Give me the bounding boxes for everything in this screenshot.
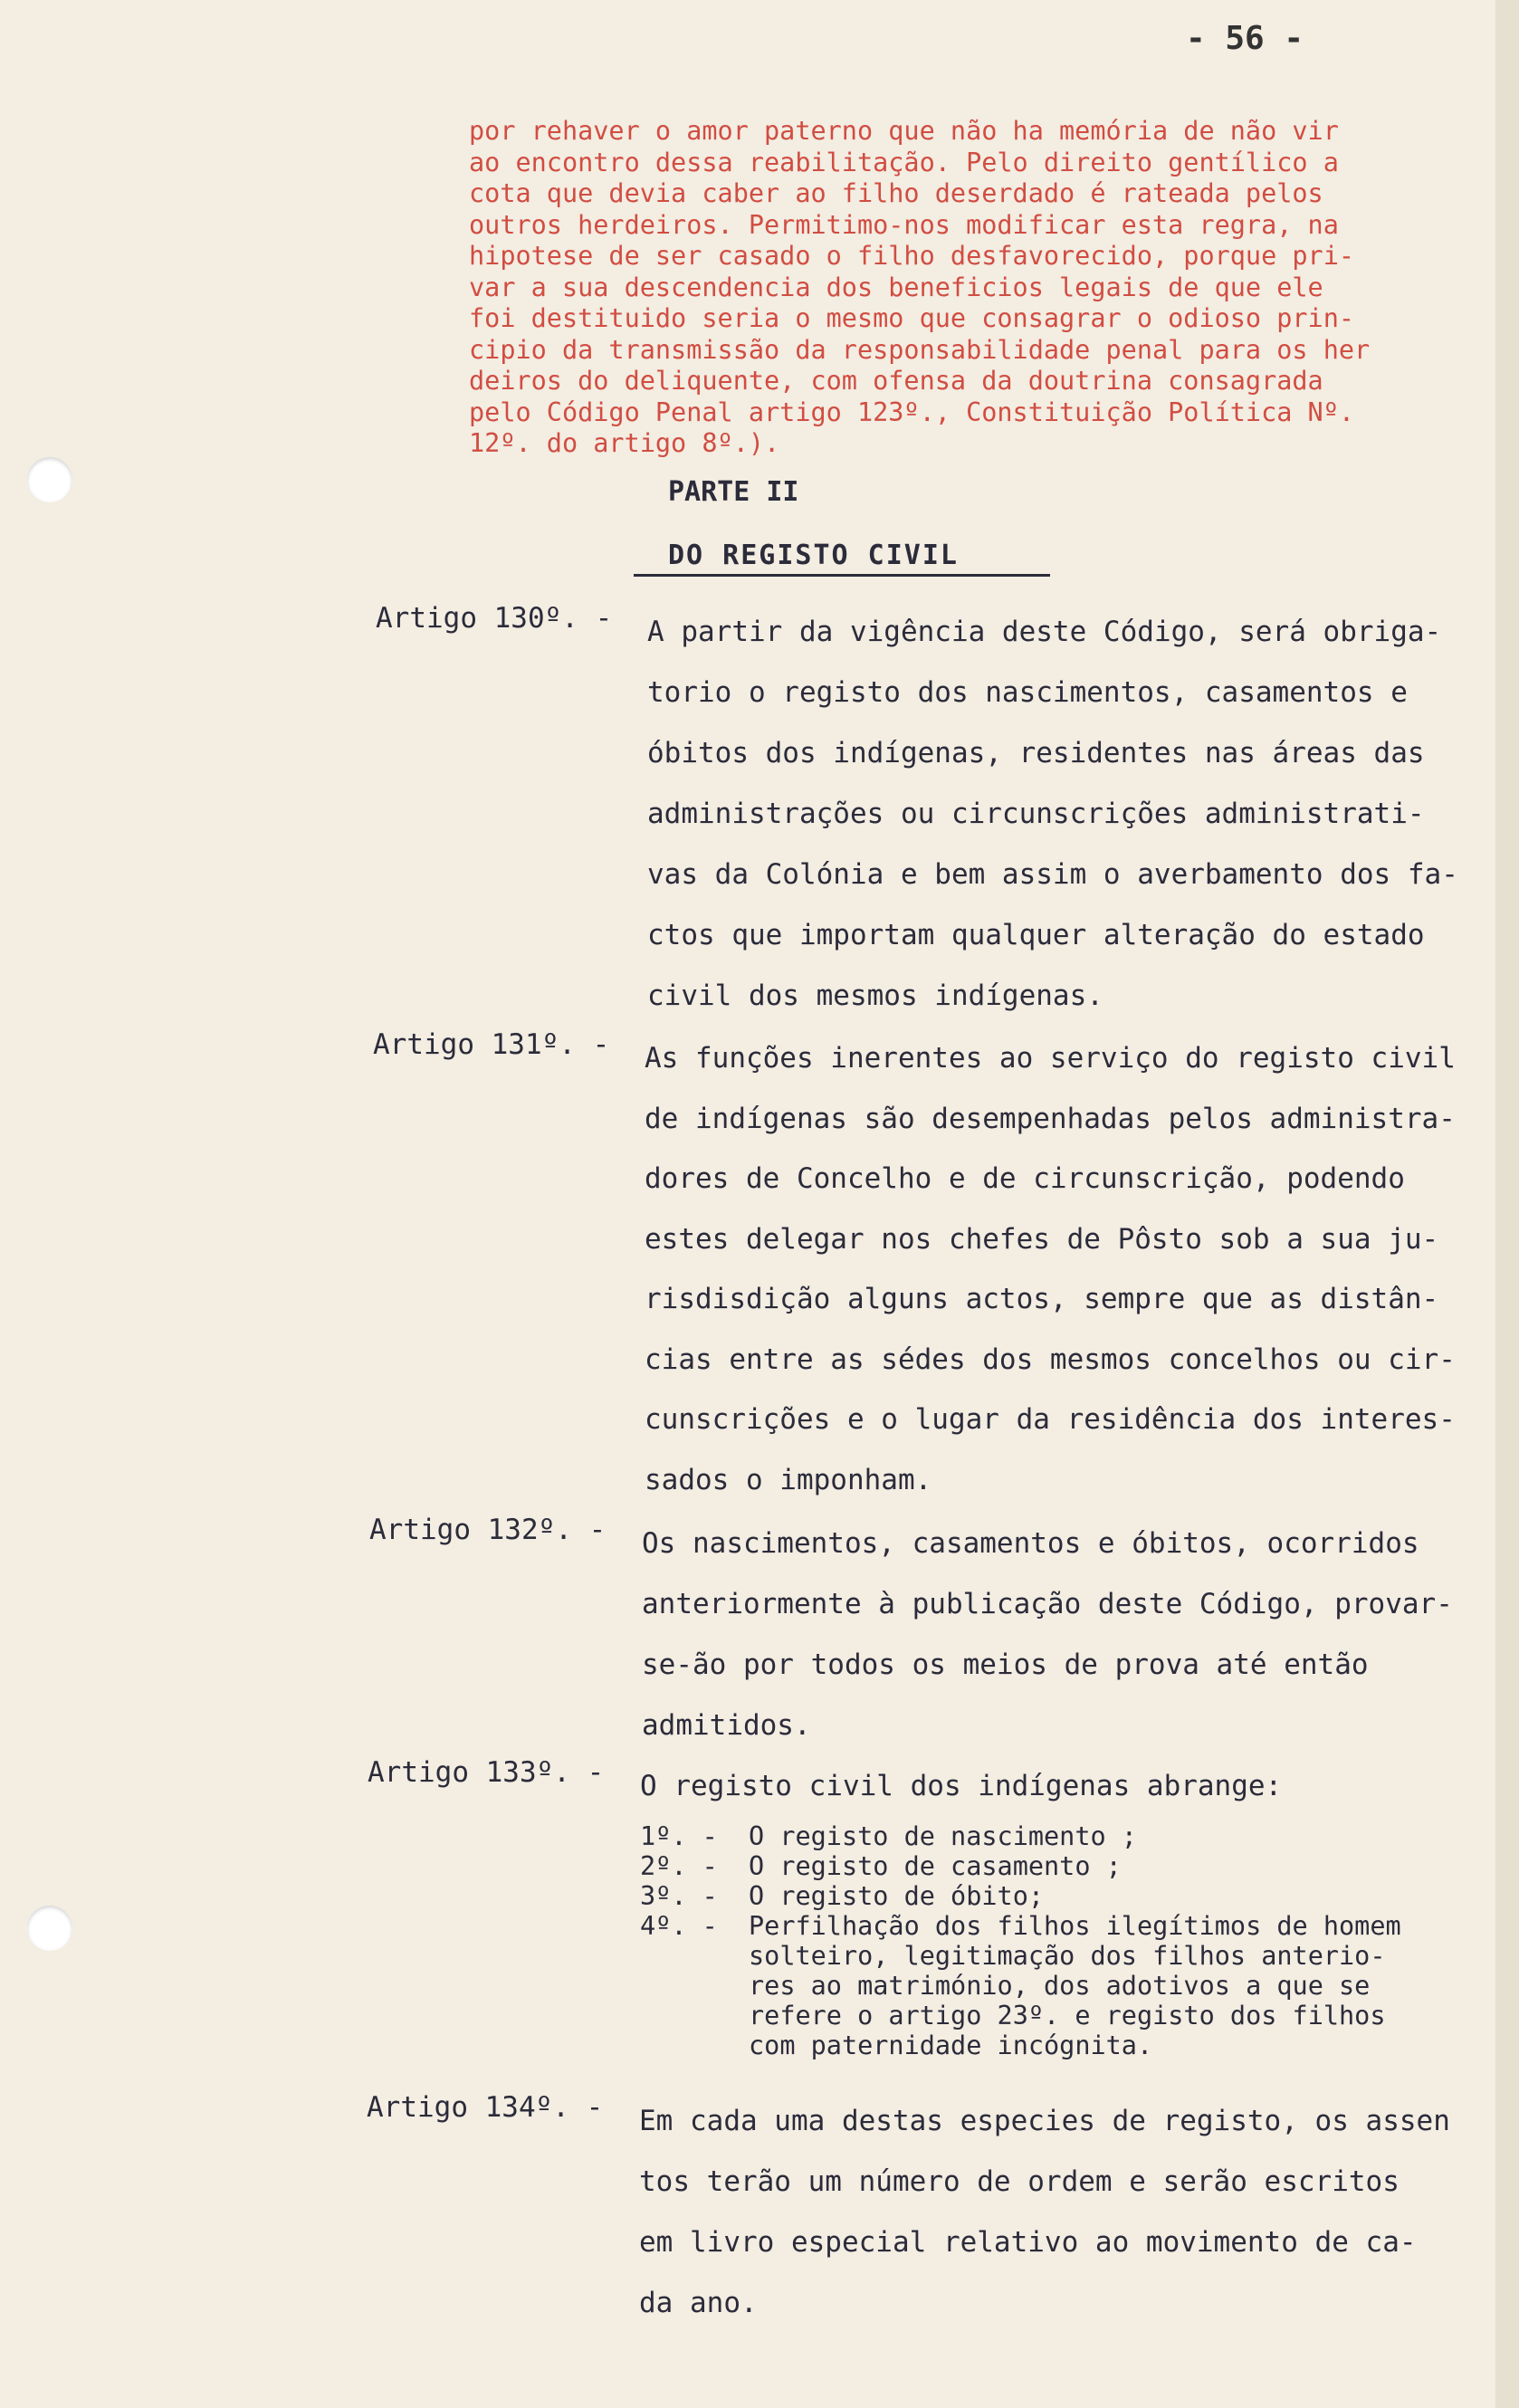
article-line: ctos que importam qualquer alteração do estado xyxy=(647,919,1425,951)
article-line: risdisdição alguns actos, sempre que as distân- xyxy=(645,1283,1439,1315)
article-label: Artigo 131º. - xyxy=(373,1028,610,1061)
list-item-text: O registo de nascimento ; xyxy=(749,1821,1137,1851)
punch-hole-bottom xyxy=(27,1906,72,1951)
article-line: anteriormente à publicação deste Código, provar- xyxy=(642,1588,1453,1620)
article-line: admitidos. xyxy=(642,1709,811,1742)
list-item-continuation xyxy=(640,2031,1401,2060)
article-line: vas da Colónia e bem assim o averbamento dos fa- xyxy=(647,858,1458,891)
article-body xyxy=(640,1756,1282,1817)
article-line: em livro especial relativo ao movimento de ca- xyxy=(639,2226,1417,2259)
list-item-text: res ao matrimónio, dos adotivos a que se xyxy=(749,1971,1371,2001)
intro-line: deiros do deliquente, com ofensa da doutrina consagrada xyxy=(469,366,1323,396)
page-number: - 56 - xyxy=(1186,20,1304,57)
article-line: de indígenas são desempenhadas pelos administra- xyxy=(645,1102,1456,1135)
article-line: As funções inerentes ao serviço do registo civil xyxy=(645,1042,1456,1075)
intro-line: pelo Código Penal artigo 123º., Constituição Política Nº. xyxy=(469,397,1355,427)
article-label: Artigo 134º. - xyxy=(367,2091,604,2124)
article-body xyxy=(645,1028,1456,1510)
article-line: cunscrições e o lugar da residência dos interes- xyxy=(645,1403,1456,1436)
list-item xyxy=(640,1911,1401,1941)
intro-line: 12º. do artigo 8º.). xyxy=(469,428,780,458)
article-line: A partir da vigência deste Código, será obriga- xyxy=(647,616,1442,648)
list-item-text: O registo de óbito; xyxy=(749,1881,1045,1911)
article-line: tos terão um número de ordem e serão escritos xyxy=(639,2165,1400,2198)
article-line: da ano. xyxy=(639,2287,758,2319)
list-item xyxy=(640,1881,1401,1911)
list-item-text: solteiro, legitimação dos filhos anterio- xyxy=(749,1941,1386,1971)
article-line: Os nascimentos, casamentos e óbitos, ocorridos xyxy=(642,1527,1419,1560)
article-line: torio o registo dos nascimentos, casamentos e xyxy=(647,676,1408,709)
list-item-text: com paternidade incógnita. xyxy=(749,2031,1153,2060)
article-line: administrações ou circunscrições administrati- xyxy=(647,798,1425,830)
intro-line: ao encontro dessa reabilitação. Pelo direito gentílico a xyxy=(469,147,1339,177)
article-line: estes delegar nos chefes de Pôsto sob a sua ju- xyxy=(645,1222,1439,1256)
paper-edge xyxy=(1495,0,1519,2408)
list-item-number: 3º. - xyxy=(640,1881,718,1911)
article-line: óbitos dos indígenas, residentes nas áreas das xyxy=(647,737,1425,769)
article-133-list xyxy=(640,1821,1401,2060)
intro-line: hipotese de ser casado o filho desfavorecido, porque pri- xyxy=(469,241,1355,271)
list-item-text: Perfilhação dos filhos ilegítimos de homem xyxy=(749,1911,1401,1941)
list-item-continuation xyxy=(640,2001,1401,2031)
intro-paragraph xyxy=(469,116,1492,460)
intro-line: cipio da transmissão da responsabilidade penal para os her xyxy=(469,334,1371,365)
list-item-continuation xyxy=(640,1971,1401,2001)
intro-line: por rehaver o amor paterno que não ha memória de não vir xyxy=(469,116,1339,146)
list-item xyxy=(640,1851,1401,1881)
list-item-number: 2º. - xyxy=(640,1851,718,1881)
punch-hole-top xyxy=(27,457,72,502)
article-line: sados o imponham. xyxy=(645,1463,932,1496)
section-title: DO REGISTO CIVIL xyxy=(668,540,959,571)
intro-line: foi destituido seria o mesmo que consagrar o odioso prin- xyxy=(469,303,1355,333)
part-title: PARTE II xyxy=(668,476,799,508)
article-line: cias entre as sédes dos mesmos concelhos ou cir- xyxy=(645,1343,1456,1376)
article-line: dores de Concelho e de circunscrição, podendo xyxy=(645,1162,1405,1195)
section-title-underline xyxy=(634,574,1050,577)
article-line: O registo civil dos indígenas abrange: xyxy=(640,1770,1283,1802)
list-item-continuation xyxy=(640,1941,1401,1971)
article-line: se-ão por todos os meios de prova até então xyxy=(642,1648,1369,1681)
article-line: civil dos mesmos indígenas. xyxy=(647,979,1103,1012)
article-body xyxy=(647,602,1458,1027)
list-item-text: refere o artigo 23º. e registo dos filhos xyxy=(749,2001,1386,2031)
intro-line: cota que devia caber ao filho deserdado é rateada pelos xyxy=(469,178,1323,208)
article-body xyxy=(642,1514,1453,1756)
list-item xyxy=(640,1821,1401,1851)
article-label: Artigo 132º. - xyxy=(369,1514,607,1546)
article-label: Artigo 133º. - xyxy=(368,1756,605,1789)
list-item-text: O registo de casamento ; xyxy=(749,1851,1122,1881)
article-line: Em cada uma destas especies de registo, os assen xyxy=(639,2105,1450,2137)
list-item-number: 1º. - xyxy=(640,1821,718,1851)
intro-line: var a sua descendencia dos beneficios legais de que ele xyxy=(469,272,1323,302)
article-body xyxy=(639,2091,1450,2334)
list-item-number: 4º. - xyxy=(640,1911,718,1941)
intro-line: outros herdeiros. Permitimo-nos modificar esta regra, na xyxy=(469,209,1339,240)
article-label: Artigo 130º. - xyxy=(376,602,613,635)
